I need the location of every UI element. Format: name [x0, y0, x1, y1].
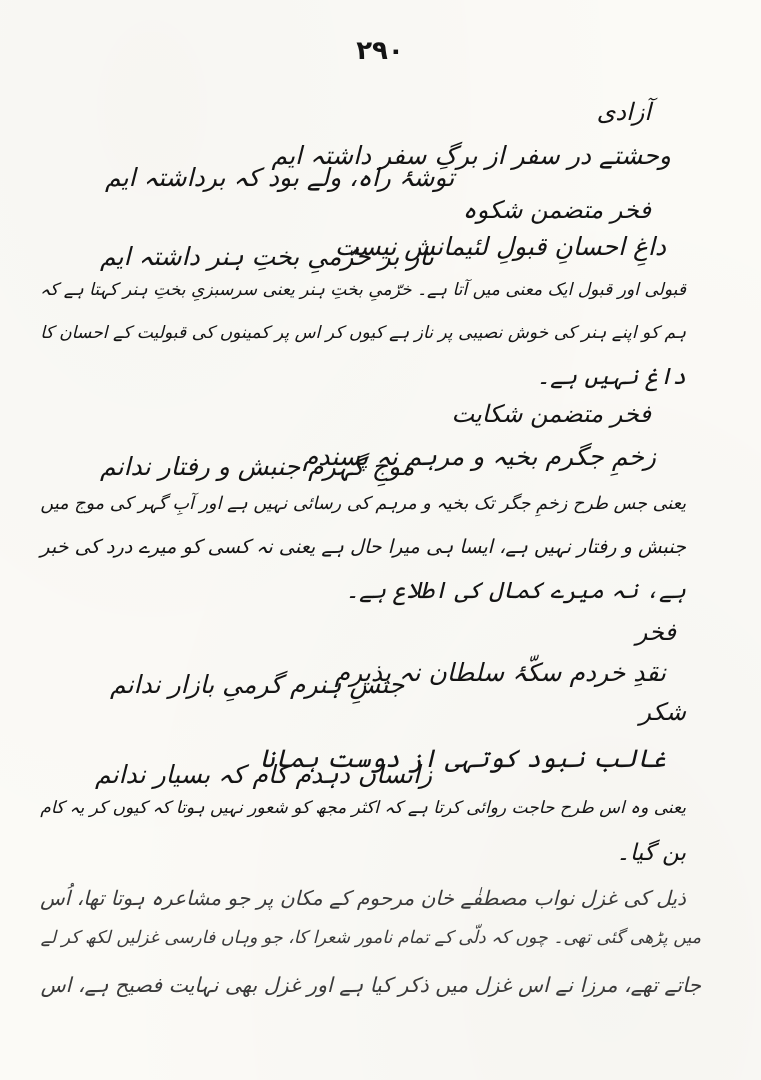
section-heading-fakhr: فخر — [635, 618, 676, 646]
prose-line: یعنی وہ اس طرح حاجت روائی کرتا ہے کہ اکثر مجھ کو شعور نہیں ہوتا کہ کیوں کر یہ کام — [40, 798, 686, 818]
section-heading-fakhr-shikwa: فخر متضمن شکوہ — [462, 196, 651, 224]
verse-fakhr-shikwa-second-hemistich: ناز بر خرّمیِ بختِ ہنر داشتہ ایم — [100, 242, 434, 271]
prose-line: داغ نہیں ہے۔ — [536, 364, 686, 390]
verse-fakhr-first-hemistich: نقدِ خردم سکّۂ سلطان نہ پذیرم — [334, 658, 666, 687]
verse-azadi-first-hemistich: وحشتے در سفر از برگِ سفر داشتہ ایم — [271, 141, 671, 170]
verse-fakhr-shikayat-second-hemistich: موجِ گہرم جنبش و رفتار ندانم — [100, 452, 415, 481]
verse-shukr-first-hemistich: غالب نبود کوتہی از دوست ہمانا — [260, 744, 666, 773]
closing-paragraph-line: میں پڑھی گئی تھی۔ چوں کہ دلّی کے تمام نامور شعرا کا، جو وہاں فارسی غزلیں لکھ کر لے — [40, 928, 701, 948]
prose-line: ہے، نہ میرے کمال کی اطلاع ہے۔ — [345, 578, 686, 604]
page-number: ۲۹۰ — [356, 36, 404, 66]
verse-fakhr-second-hemistich: جنسِ ہنرم گرمیِ بازار ندانم — [110, 670, 405, 699]
section-heading-fakhr-shikayat: فخر متضمن شکایت — [451, 400, 651, 428]
section-heading-azadi: آزادی — [596, 98, 651, 126]
prose-line: قبولی اور قبول ایک معنی میں آتا ہے۔ خرّمیِ بختِ ہنر یعنی سرسبزیِ بختِ ہنر کہتا ہے کہ — [40, 280, 686, 300]
verse-fakhr-shikayat-first-hemistich: زخمِ جگرم بخیہ و مرہم نہ پسندم — [302, 442, 656, 471]
prose-line: جنبش و رفتار نہیں ہے، ایسا ہی میرا حال ہے یعنی نہ کسی کو میرے درد کی خبر — [40, 535, 686, 558]
closing-paragraph-line: ذیل کی غزل نواب مصطفٰے خان مرحوم کے مکان پر جو مشاعرہ ہوتا تھا، اُس — [40, 886, 686, 910]
verse-shukr-second-hemistich: زانساں دہدم کام کہ بسیار ندانم — [95, 760, 433, 789]
prose-line: یعنی جس طرح زخمِ جگر تک بخیہ و مرہم کی رسائی نہیں ہے اور آبِ گہر کی موج میں — [40, 494, 686, 514]
prose-line: بن گیا۔ — [616, 840, 686, 866]
prose-line: ہم کو اپنے ہنر کی خوش نصیبی پر ناز ہے کیوں کر اس پر کمینوں کی قبولیت کے احسان کا — [40, 323, 686, 343]
closing-paragraph-line: جاتے تھے، مرزا نے اس غزل میں ذکر کیا ہے اور غزل بھی نہایت فصیح ہے، اس — [40, 973, 701, 997]
verse-fakhr-shikwa-first-hemistich: داغِ احسانِ قبولِ لئیمانش نیست — [335, 232, 666, 261]
section-heading-shukr: شکر — [639, 698, 686, 726]
verse-azadi-second-hemistich: توشۂ راہ، ولے بود کہ برداشتہ ایم — [105, 163, 455, 192]
